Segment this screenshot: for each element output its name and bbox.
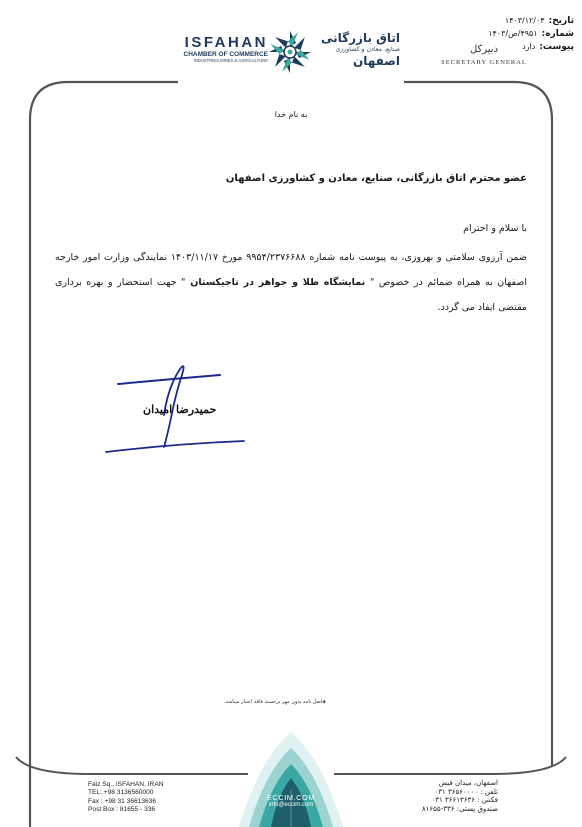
signature-name: حمیدرضا امیدان xyxy=(143,403,217,416)
footer-website[interactable]: ECCIM.COM xyxy=(266,793,316,802)
footer-postbox-fa: صندوق پستی: ۳۳۶-۸۱۶۵۵ xyxy=(421,804,498,813)
bismillah: به نام خدا xyxy=(274,110,308,119)
meta-date-label: تاریخ: xyxy=(548,16,574,26)
footer-web xyxy=(253,793,329,808)
secretary-fa: دبیرکل xyxy=(469,44,499,55)
meta-date-value: ۱۴۰۳/۱۲/۰۴ xyxy=(504,16,545,25)
meta-attachment-label: پیوست: xyxy=(539,42,574,52)
meta-number xyxy=(464,29,574,39)
footer-postbox-en: Post Box : 81655 - 336 xyxy=(88,805,156,813)
letter-recipient: عضو محترم اتاق بازرگانی، صنایع، معادن و کشاورزی اصفهان xyxy=(225,173,527,184)
logo-en-tagline: INDUSTRIES,MINES & AGRICULTURE xyxy=(193,58,268,63)
logo-fa-city: اصفهان xyxy=(352,54,400,68)
footer-contact-en xyxy=(88,781,184,814)
body-text-2: " جهت استحضار و بهره برداری مقتضی ایفاد می گردد. xyxy=(55,277,527,313)
meta-number-value: ۴۹۵۱/ص/۱۴۰۳ xyxy=(488,29,538,38)
secretary-en: SECRETARY GENERAL xyxy=(441,59,527,66)
letter-salutation: با سلام و احترام xyxy=(463,223,527,234)
meta-attachment-value: دارد xyxy=(522,42,536,51)
footer-contact-fa xyxy=(402,779,498,813)
body-text-1: ضمن آرزوی سلامتی و بهروزی، به پیوست نامه شماره ۹۹۵۴/۲۳۷۶۶۸۸ مورخ ۱۴۰۳/۱۱/۱۷ نمایندگی وزارت امور خارجه اصفهان به همراه ضمائم در خصوص " xyxy=(55,252,527,288)
footer-fax-fa: فکس : ۳۶۶۱۳۶۳۶ ۰۳۱ xyxy=(431,796,498,805)
footer-address-fa: اصفهان، میدان فیض xyxy=(438,779,498,787)
meta-number-label: شماره: xyxy=(541,29,574,39)
letter-body xyxy=(55,245,527,320)
body-text-bold: نمایشگاه طلا و جواهر در تاجیکستان xyxy=(185,277,370,288)
footer-tel-en: TEL: +98 3136560000 xyxy=(88,789,154,797)
logo-en-title: ISFAHAN xyxy=(184,34,268,51)
logo-persian xyxy=(312,31,400,68)
logo-english xyxy=(182,35,268,64)
logo-en-subtitle: CHAMBER OF COMMERCE xyxy=(183,51,268,58)
validity-footnote: ◈اصل نامه بدون مهر برجسته فاقد اعتبار میباشد. xyxy=(223,699,327,705)
footer-ornament xyxy=(231,720,351,827)
secretary-general-title xyxy=(440,44,528,66)
logo-fa-title: اتاق بازرگانی xyxy=(321,31,400,45)
footer-email[interactable]: info@eccim.com xyxy=(268,802,314,808)
meta-date xyxy=(464,16,574,26)
footer-tel-fa: تلفن : ۳۶۵۶۰۰۰۰ ۰۳۱ xyxy=(434,787,498,796)
chamber-emblem-icon xyxy=(266,28,314,76)
logo-fa-subtitle: صنایع، معادن و کشاورزی xyxy=(335,46,400,53)
footer-fax-en: Fax : +98 31 36613636 xyxy=(88,797,157,805)
footer-address-en: Faiz Sq., ISFAHAN, IRAN xyxy=(88,781,164,788)
